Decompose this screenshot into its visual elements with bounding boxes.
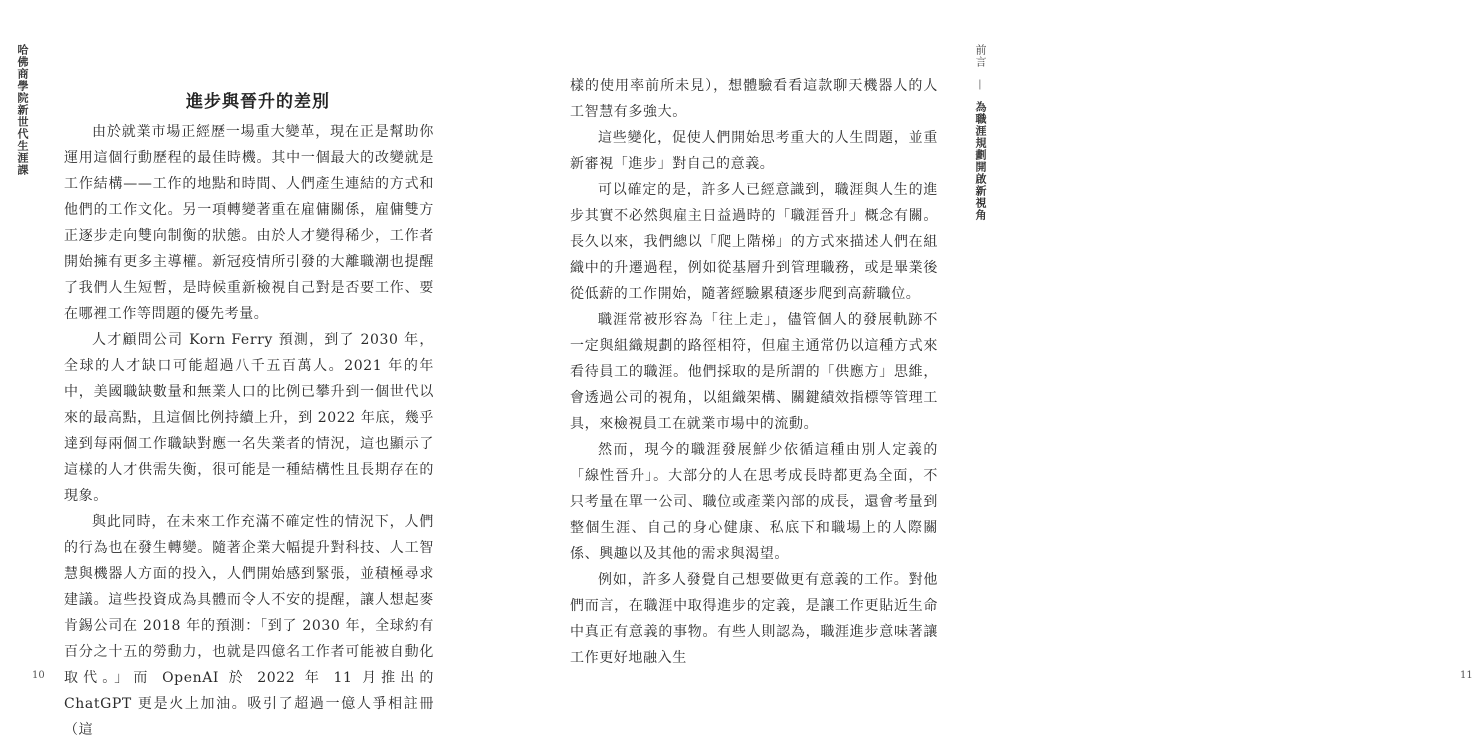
right-paragraph-2: 可以確定的是，許多人已經意識到，職涯與人生的進步其實不必然與雇主日益過時的「職涯晉升」概念有關。長久以來，我們總以「爬上階梯」的方式來描述人們在組織中的升遷過程，例如從基層升到管理職務，或是畢業後從低薪的工作開始，隨著經驗累積逐步爬到高薪職位。 [570, 182, 938, 302]
left-page [0, 0, 500, 738]
left-page-number: 10 [32, 670, 45, 681]
right-paragraph-1: 這些變化，促使人們開始思考重大的人生問題，並重新審視「進步」對自己的意義。 [570, 130, 938, 172]
running-head-dash: — [974, 78, 987, 91]
left-running-head: 哈佛商學院新世代生涯課 [16, 44, 29, 176]
right-page-number: 11 [1460, 670, 1473, 681]
section-heading: 進步與晉升的差別 [186, 92, 330, 112]
right-paragraph-3: 職涯常被形容為「往上走」，儘管個人的發展軌跡不一定與組織規劃的路徑相符，但雇主通常仍以這種方式來看待員工的職涯。他們採取的是所謂的「供應方」思維，會透過公司的視角，以組織架構、關鍵績效指標等管理工具，來檢視員工在就業市場中的流動。 [570, 312, 938, 432]
right-continuation-paragraph: 樣的使用率前所未見），想體驗看看這款聊天機器人的人工智慧有多強大。 [570, 78, 938, 120]
running-head-title: 為職涯規劃開啟新視角 [974, 101, 987, 221]
left-paragraph-2: 人才顧問公司 Korn Ferry 預測，到了 2030 年，全球的人才缺口可能超過八千五百萬人。2021 年的年中，美國職缺數量和無業人口的比例已攀升到一個世代以來的最高點，且這個比例持續上升，到 2022 年底，幾乎達到每兩個工作職缺對應一名失業者的情況，這也顯示了這樣的人才供需失衡，很可能是一種結構性且長期存在的現象。 [64, 332, 434, 504]
running-head-section: 前言 [974, 44, 987, 68]
right-paragraph-5: 例如，許多人發覺自己想要做更有意義的工作。對他們而言，在職涯中取得進步的定義，是讓工作更貼近生命中真正有意義的事物。有些人則認為，職涯進步意味著讓工作更好地融入生 [570, 572, 938, 666]
left-paragraph-3: 與此同時，在未來工作充滿不確定性的情況下，人們的行為也在發生轉變。隨著企業大幅提升對科技、人工智慧與機器人方面的投入，人們開始感到緊張，並積極尋求建議。這些投資成為具體而令人不安的提醒，讓人想起麥肯錫公司在 2018 年的預測：「到了 2030 年，全球約有百分之十五的勞動力，也就是四億名工作者可能被自動化取代。」而 OpenAI 於 2022 年 11 月推出的 ChatGPT 更是火上加油。吸引了超過一億人爭相註冊（這 [64, 514, 434, 738]
left-body-text [64, 119, 434, 743]
right-body-text [570, 73, 938, 671]
right-paragraph-4: 然而，現今的職涯發展鮮少依循這種由別人定義的「線性晉升」。大部分的人在思考成長時都更為全面，不只考量在單一公司、職位或產業內部的成長，還會考量到整個生涯、自己的身心健康、私底下和職場上的人際關係、興趣以及其他的需求與渴望。 [570, 442, 938, 562]
right-running-head [972, 44, 988, 221]
left-paragraph-1: 由於就業市場正經歷一場重大變革，現在正是幫助你運用這個行動歷程的最佳時機。其中一個最大的改變就是工作結構——工作的地點和時間、人們產生連結的方式和他們的工作文化。另一項轉變著重在雇傭關係，雇傭雙方正逐步走向雙向制衡的狀態。由於人才變得稀少，工作者開始擁有更多主導權。新冠疫情所引發的大離職潮也提醒了我們人生短暫，是時候重新檢視自己對是否要工作、要在哪裡工作等問題的優先考量。 [64, 124, 434, 322]
